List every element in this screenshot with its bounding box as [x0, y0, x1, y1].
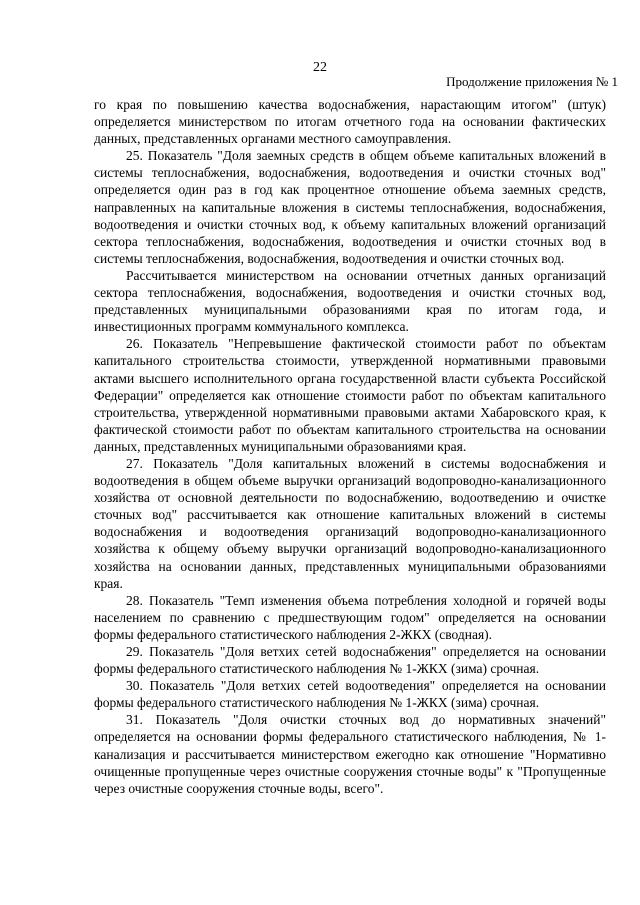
document-body — [94, 96, 606, 797]
paragraph-26: 26. Показатель "Непревышение фактической стоимости работ по объектам капитального строительства стоимости, утвержденной нормативными правовыми актами высшего исполнительного органа государственной власти субъекта Российской Федерации" определяется как отношение стоимости работ по объектам капитального строительства, утвержденной нормативными правовыми актами Хабаровского края, к фактической стоимости работ по объектам капитального строительства на основании данных, представленных муниципальными образованиями края. — [94, 336, 606, 454]
paragraph-30: 30. Показатель "Доля ветхих сетей водоотведения" определяется на основании формы федерального статистического наблюдения № 1-ЖКХ (зима) срочная. — [94, 678, 606, 711]
paragraph-25-calculation: Рассчитывается министерством на основании отчетных данных организаций сектора теплоснабжения, водоснабжения, водоотведения и очистки сточных вод, представленных муниципальными образованиями края по итогам года, и инвестиционных программ коммунального комплекса. — [94, 267, 606, 335]
paragraph-28: 28. Показатель "Темп изменения объема потребления холодной и горячей воды населением по сравнению с предшествующим годом" определяется на основании формы федерального статистического наблюдения 2-ЖКХ (сводная). — [94, 592, 606, 642]
page-number: 22 — [313, 60, 327, 75]
paragraph-31: 31. Показатель "Доля очистки сточных вод до нормативных значений" определяется на основании формы федерального статистического наблюдения, № 1-канализация и рассчитывается министерством ежегодно как отношение "Нормативно очищенные пропущенные через очистные сооружения сточные воды" к "Пропущенные через очистные сооружения сточные воды, всего". — [94, 712, 606, 796]
paragraph-29: 29. Показатель "Доля ветхих сетей водоснабжения" определяется на основании формы федерального статистического наблюдения № 1-ЖКХ (зима) срочная. — [94, 644, 606, 677]
paragraph-27: 27. Показатель "Доля капитальных вложений в системы водоснабжения и водоотведения в общем объеме выручки организаций водопроводно-канализационного хозяйства от основной деятельности по водоснабжению, водоотведению и очистке сточных вод" рассчитывается как отношение капитальных вложений в системы водоснабжения и водоотведения организаций водопроводно-канализационного хозяйства к общему объему выручки организаций водопроводно-канализационного хозяйства на основании данных, представленных муниципальными образованиями края. — [94, 455, 606, 591]
appendix-continuation-label: Продолжение приложения № 1 — [446, 74, 618, 89]
paragraph-continued: го края по повышению качества водоснабжения, нарастающим итогом" (штук) определяется министерством по итогам отчетного года на основании фактических данных, представленных органами местного самоуправления. — [94, 97, 606, 147]
paragraph-25: 25. Показатель "Доля заемных средств в общем объеме капитальных вложений в системы теплоснабжения, водоснабжения, водоотведения и очистки сточных вод" определяется один раз в год как процентное отношение объема заемных средств, направленных на капитальные вложения в системы теплоснабжения, водоснабжения, водоотведения и очистки сточных вод, к объему капитальных вложений организаций сектора теплоснабжения, водоснабжения, водоотведения и очистки сточных вод в системы теплоснабжения, водоснабжения, водоотведения и очистки сточных вод. — [94, 148, 606, 266]
